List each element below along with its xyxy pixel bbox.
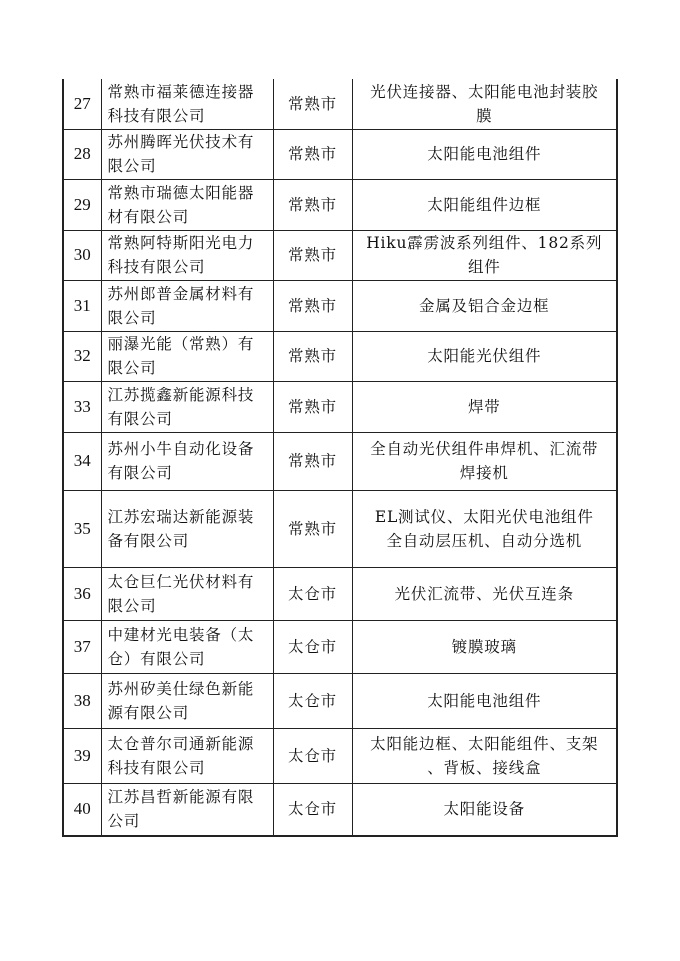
row-number: 35 bbox=[63, 490, 101, 567]
city-cell: 太仓市 bbox=[273, 728, 352, 783]
table-body bbox=[63, 79, 617, 836]
company-table bbox=[62, 79, 618, 837]
company-name-cell bbox=[101, 381, 273, 432]
row-number: 30 bbox=[63, 230, 101, 280]
company-name-cell bbox=[101, 728, 273, 783]
company-name-cell bbox=[101, 79, 273, 129]
table-row bbox=[63, 490, 617, 567]
company-name-line: 苏州郎普金属材料有 bbox=[107, 284, 255, 303]
company-name-line: 有限公司 bbox=[107, 464, 173, 482]
row-number: 33 bbox=[63, 381, 101, 432]
table-row bbox=[63, 230, 617, 280]
city-cell: 常熟市 bbox=[273, 280, 352, 331]
row-number: 40 bbox=[63, 783, 101, 836]
product-cell bbox=[352, 432, 617, 490]
table-row bbox=[63, 728, 617, 783]
product-cell bbox=[352, 79, 617, 129]
product-line: 金属及铝合金边框 bbox=[419, 296, 550, 315]
product-cell bbox=[352, 381, 617, 432]
product-line: 镀膜玻璃 bbox=[451, 637, 517, 656]
product-line: 太阳能边框、太阳能组件、支架 bbox=[370, 734, 599, 753]
company-name-cell bbox=[101, 280, 273, 331]
company-name-line: 江苏揽鑫新能源科技 bbox=[107, 385, 255, 404]
table-row bbox=[63, 381, 617, 432]
table-row bbox=[63, 129, 617, 179]
city-cell: 太仓市 bbox=[273, 673, 352, 728]
company-name-line: 限公司 bbox=[107, 308, 157, 327]
row-number: 27 bbox=[63, 79, 101, 129]
product-line: 全自动光伏组件串焊机、汇流带 bbox=[370, 440, 599, 458]
table-row bbox=[63, 79, 617, 129]
product-cell bbox=[352, 230, 617, 280]
row-number: 36 bbox=[63, 567, 101, 620]
product-line: 太阳能设备 bbox=[443, 800, 525, 819]
row-number: 39 bbox=[63, 728, 101, 783]
company-name-cell bbox=[101, 783, 273, 836]
table-row bbox=[63, 179, 617, 230]
company-name-cell bbox=[101, 129, 273, 179]
product-cell bbox=[352, 490, 617, 567]
company-name-line: 中建材光电装备（太 bbox=[107, 625, 255, 644]
product-line: 太阳能组件边框 bbox=[427, 195, 542, 214]
company-name-line: 备有限公司 bbox=[107, 531, 190, 550]
product-line: 焊带 bbox=[467, 397, 501, 416]
company-name-cell bbox=[101, 567, 273, 620]
product-cell bbox=[352, 567, 617, 620]
city-cell: 太仓市 bbox=[273, 567, 352, 620]
product-line: 光伏连接器、太阳能电池封装胶 bbox=[370, 82, 599, 101]
company-name-line: 仓）有限公司 bbox=[107, 649, 206, 668]
product-cell bbox=[352, 129, 617, 179]
company-name-cell bbox=[101, 179, 273, 230]
row-number: 32 bbox=[63, 331, 101, 381]
product-cell bbox=[352, 331, 617, 381]
table-row bbox=[63, 432, 617, 490]
product-line: 焊接机 bbox=[459, 464, 509, 482]
company-name-line: 苏州小牛自动化设备 bbox=[107, 440, 255, 458]
product-line: 全自动层压机、自动分选机 bbox=[386, 531, 583, 550]
company-name-line: 科技有限公司 bbox=[107, 106, 206, 125]
product-line: 、背板、接线盒 bbox=[427, 758, 542, 777]
product-cell bbox=[352, 783, 617, 836]
row-number: 29 bbox=[63, 179, 101, 230]
city-cell: 常熟市 bbox=[273, 381, 352, 432]
company-name-line: 太仓普尔司通新能源 bbox=[107, 734, 255, 753]
city-cell: 常熟市 bbox=[273, 79, 352, 129]
table-row bbox=[63, 331, 617, 381]
table-row bbox=[63, 673, 617, 728]
company-name-line: 源有限公司 bbox=[107, 703, 190, 722]
company-name-line: 常熟阿特斯阳光电力 bbox=[107, 234, 255, 252]
company-name-cell bbox=[101, 673, 273, 728]
row-number: 37 bbox=[63, 620, 101, 673]
city-cell: 常熟市 bbox=[273, 129, 352, 179]
company-name-line: 常熟市瑞德太阳能器 bbox=[107, 183, 255, 202]
product-cell bbox=[352, 620, 617, 673]
product-line: 光伏汇流带、光伏互连条 bbox=[394, 584, 574, 603]
company-name-line: 有限公司 bbox=[107, 409, 173, 428]
table-row bbox=[63, 620, 617, 673]
company-name-line: 科技有限公司 bbox=[107, 758, 206, 777]
product-line: 太阳能光伏组件 bbox=[427, 347, 542, 365]
row-number: 31 bbox=[63, 280, 101, 331]
company-name-line: 丽瀑光能（常熟）有 bbox=[107, 335, 255, 353]
product-cell bbox=[352, 280, 617, 331]
city-cell: 太仓市 bbox=[273, 783, 352, 836]
table-row bbox=[63, 280, 617, 331]
company-name-line: 科技有限公司 bbox=[107, 258, 206, 276]
product-line: Hiku霹雳波系列组件、182系列 bbox=[366, 234, 603, 252]
company-name-cell bbox=[101, 432, 273, 490]
city-cell: 常熟市 bbox=[273, 179, 352, 230]
company-name-cell bbox=[101, 490, 273, 567]
product-line: 太阳能电池组件 bbox=[427, 691, 542, 710]
company-name-line: 公司 bbox=[107, 812, 141, 831]
product-line: EL测试仪、太阳光伏电池组件 bbox=[374, 507, 594, 526]
city-cell: 常熟市 bbox=[273, 490, 352, 567]
company-name-line: 苏州腾晖光伏技术有 bbox=[107, 133, 255, 151]
city-cell: 常熟市 bbox=[273, 331, 352, 381]
company-name-line: 材有限公司 bbox=[107, 207, 190, 226]
company-name-line: 江苏宏瑞达新能源装 bbox=[107, 507, 255, 526]
company-name-line: 太仓巨仁光伏材料有 bbox=[107, 572, 255, 591]
city-cell: 太仓市 bbox=[273, 620, 352, 673]
product-line: 组件 bbox=[467, 258, 501, 276]
table-row bbox=[63, 783, 617, 836]
company-name-line: 限公司 bbox=[107, 359, 157, 377]
company-name-line: 常熟市福莱德连接器 bbox=[107, 82, 255, 101]
company-name-line: 限公司 bbox=[107, 596, 157, 615]
city-cell: 常熟市 bbox=[273, 432, 352, 490]
product-line: 太阳能电池组件 bbox=[427, 145, 542, 163]
row-number: 38 bbox=[63, 673, 101, 728]
row-number: 28 bbox=[63, 129, 101, 179]
company-name-line: 限公司 bbox=[107, 157, 157, 175]
company-name-cell bbox=[101, 230, 273, 280]
table-row bbox=[63, 567, 617, 620]
city-cell: 常熟市 bbox=[273, 230, 352, 280]
product-cell bbox=[352, 673, 617, 728]
row-number: 34 bbox=[63, 432, 101, 490]
company-name-cell bbox=[101, 620, 273, 673]
product-cell bbox=[352, 728, 617, 783]
company-name-line: 江苏昌哲新能源有限 bbox=[107, 788, 255, 807]
company-name-line: 苏州矽美仕绿色新能 bbox=[107, 679, 255, 698]
product-line: 膜 bbox=[476, 106, 493, 125]
company-name-cell bbox=[101, 331, 273, 381]
product-cell bbox=[352, 179, 617, 230]
